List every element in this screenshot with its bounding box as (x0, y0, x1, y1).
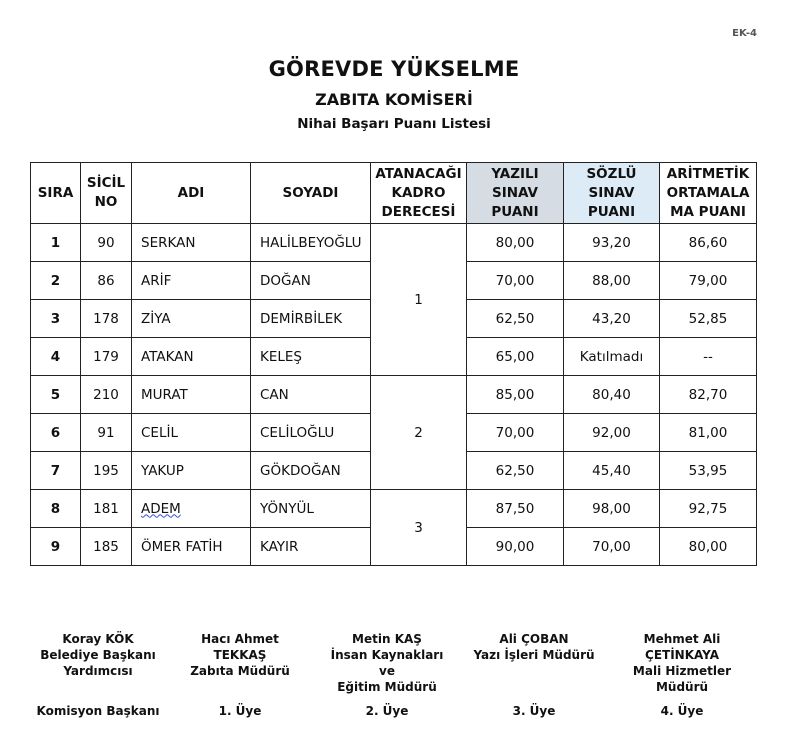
cell-sicil: 185 (81, 528, 132, 566)
cell-ortalama: 86,60 (660, 224, 757, 262)
cell-kadro-group-2: 2 (371, 376, 467, 490)
cell-sira: 5 (31, 376, 81, 414)
signatory-title: Eğitim Müdürü (337, 680, 437, 694)
cell-adi: ARİF (132, 262, 251, 300)
annex-label: EK-4 (732, 28, 757, 39)
list-name: Nihai Başarı Puanı Listesi (297, 116, 491, 132)
header-yazili-puan: YAZILI SINAV PUANI (467, 163, 564, 224)
header-kadro-derecesi: ATANACAĞI KADRO DERECESİ (371, 163, 467, 224)
cell-sira: 9 (31, 528, 81, 566)
signatory-role: 4. Üye (660, 704, 704, 718)
cell-ortalama: 53,95 (660, 452, 757, 490)
cell-sira: 1 (31, 224, 81, 262)
header-sicil-no: SİCİL NO (81, 163, 132, 224)
signatory-name: Koray KÖK (62, 632, 134, 646)
cell-soyadi: KELEŞ (251, 338, 371, 376)
cell-yazili: 62,50 (467, 452, 564, 490)
cell-ortalama: 81,00 (660, 414, 757, 452)
cell-soyadi: GÖKDOĞAN (251, 452, 371, 490)
cell-soyadi: DOĞAN (251, 262, 371, 300)
cell-ortalama: 80,00 (660, 528, 757, 566)
signatory-name: Hacı Ahmet TEKKAŞ (201, 632, 279, 662)
cell-sicil: 90 (81, 224, 132, 262)
cell-sozlu: 80,40 (564, 376, 660, 414)
cell-sozlu: 43,20 (564, 300, 660, 338)
cell-sira: 4 (31, 338, 81, 376)
cell-ortalama: 52,85 (660, 300, 757, 338)
signatory-title: Müdürü (655, 680, 709, 694)
header-row (31, 163, 757, 224)
cell-soyadi: HALİLBEYOĞLU (251, 224, 371, 262)
cell-adi: YAKUP (132, 452, 251, 490)
signatory-title: Belediye Başkanı (40, 648, 156, 662)
cell-sira: 2 (31, 262, 81, 300)
header-adi: ADI (132, 163, 251, 224)
cell-yazili: 62,50 (467, 300, 564, 338)
signature-block-chairman (33, 631, 163, 718)
cell-sicil: 86 (81, 262, 132, 300)
signatory-name: Metin KAŞ (352, 632, 422, 646)
header-soyadi: SOYADI (251, 163, 371, 224)
spellcheck-marked-name: ADEM (141, 500, 181, 517)
cell-sozlu: Katılmadı (564, 338, 660, 376)
signatory-title: Yazı İşleri Müdürü (473, 648, 595, 662)
signatory-title: İnsan Kaynakları ve (330, 648, 444, 678)
cell-soyadi: CELİLOĞLU (251, 414, 371, 452)
cell-ortalama: 79,00 (660, 262, 757, 300)
cell-sira: 8 (31, 490, 81, 528)
signature-block-member-1 (175, 631, 305, 718)
signatory-title: ÇETİNKAYA (645, 648, 719, 662)
cell-sira: 6 (31, 414, 81, 452)
signatory-role: 2. Üye (365, 704, 409, 718)
signatory-role: Komisyon Başkanı (36, 704, 160, 718)
cell-kadro-group-1: 1 (371, 224, 467, 376)
cell-sicil: 179 (81, 338, 132, 376)
cell-adi (132, 490, 251, 528)
cell-adi: CELİL (132, 414, 251, 452)
cell-sozlu: 45,40 (564, 452, 660, 490)
cell-sicil: 195 (81, 452, 132, 490)
cell-sozlu: 93,20 (564, 224, 660, 262)
table-row (31, 490, 757, 528)
cell-adi: ZİYA (132, 300, 251, 338)
signatory-title: Zabıta Müdürü (190, 664, 290, 678)
cell-sira: 7 (31, 452, 81, 490)
cell-yazili: 90,00 (467, 528, 564, 566)
header-sozlu-puan: SÖZLÜ SINAV PUANI (564, 163, 660, 224)
cell-yazili: 85,00 (467, 376, 564, 414)
cell-adi: ATAKAN (132, 338, 251, 376)
signature-block-member-2 (322, 631, 452, 718)
cell-ortalama: 82,70 (660, 376, 757, 414)
cell-soyadi: YÖNYÜL (251, 490, 371, 528)
cell-sozlu: 70,00 (564, 528, 660, 566)
cell-ortalama: -- (660, 338, 757, 376)
results-table (30, 162, 757, 566)
signatory-title: Yardımcısı (63, 664, 133, 678)
signatory-role: 1. Üye (218, 704, 262, 718)
signatory-title: Mali Hizmetler (632, 664, 732, 678)
header-sira: SIRA (31, 163, 81, 224)
signatory-name: Ali ÇOBAN (499, 632, 569, 646)
cell-yazili: 65,00 (467, 338, 564, 376)
cell-sicil: 178 (81, 300, 132, 338)
table-row (31, 224, 757, 262)
cell-sozlu: 88,00 (564, 262, 660, 300)
signatory-name: Mehmet Ali (643, 632, 721, 646)
cell-yazili: 70,00 (467, 414, 564, 452)
signatory-role: 3. Üye (512, 704, 556, 718)
cell-sicil: 91 (81, 414, 132, 452)
cell-sicil: 210 (81, 376, 132, 414)
cell-sozlu: 98,00 (564, 490, 660, 528)
cell-soyadi: DEMİRBİLEK (251, 300, 371, 338)
cell-yazili: 70,00 (467, 262, 564, 300)
header-ortalama-puan: ARİTMETİK ORTAMALA MA PUANI (660, 163, 757, 224)
cell-sozlu: 92,00 (564, 414, 660, 452)
cell-kadro-group-3: 3 (371, 490, 467, 566)
document-title: GÖREVDE YÜKSELME (268, 57, 520, 81)
cell-sicil: 181 (81, 490, 132, 528)
cell-ortalama: 92,75 (660, 490, 757, 528)
cell-yazili: 80,00 (467, 224, 564, 262)
position-title: ZABITA KOMİSERİ (315, 90, 473, 109)
cell-adi: MURAT (132, 376, 251, 414)
cell-sira: 3 (31, 300, 81, 338)
cell-adi: SERKAN (132, 224, 251, 262)
table-row (31, 376, 757, 414)
cell-soyadi: KAYIR (251, 528, 371, 566)
cell-adi: ÖMER FATİH (132, 528, 251, 566)
cell-soyadi: CAN (251, 376, 371, 414)
cell-yazili: 87,50 (467, 490, 564, 528)
signature-block-member-3 (469, 631, 599, 718)
signature-block-member-4 (617, 631, 747, 718)
